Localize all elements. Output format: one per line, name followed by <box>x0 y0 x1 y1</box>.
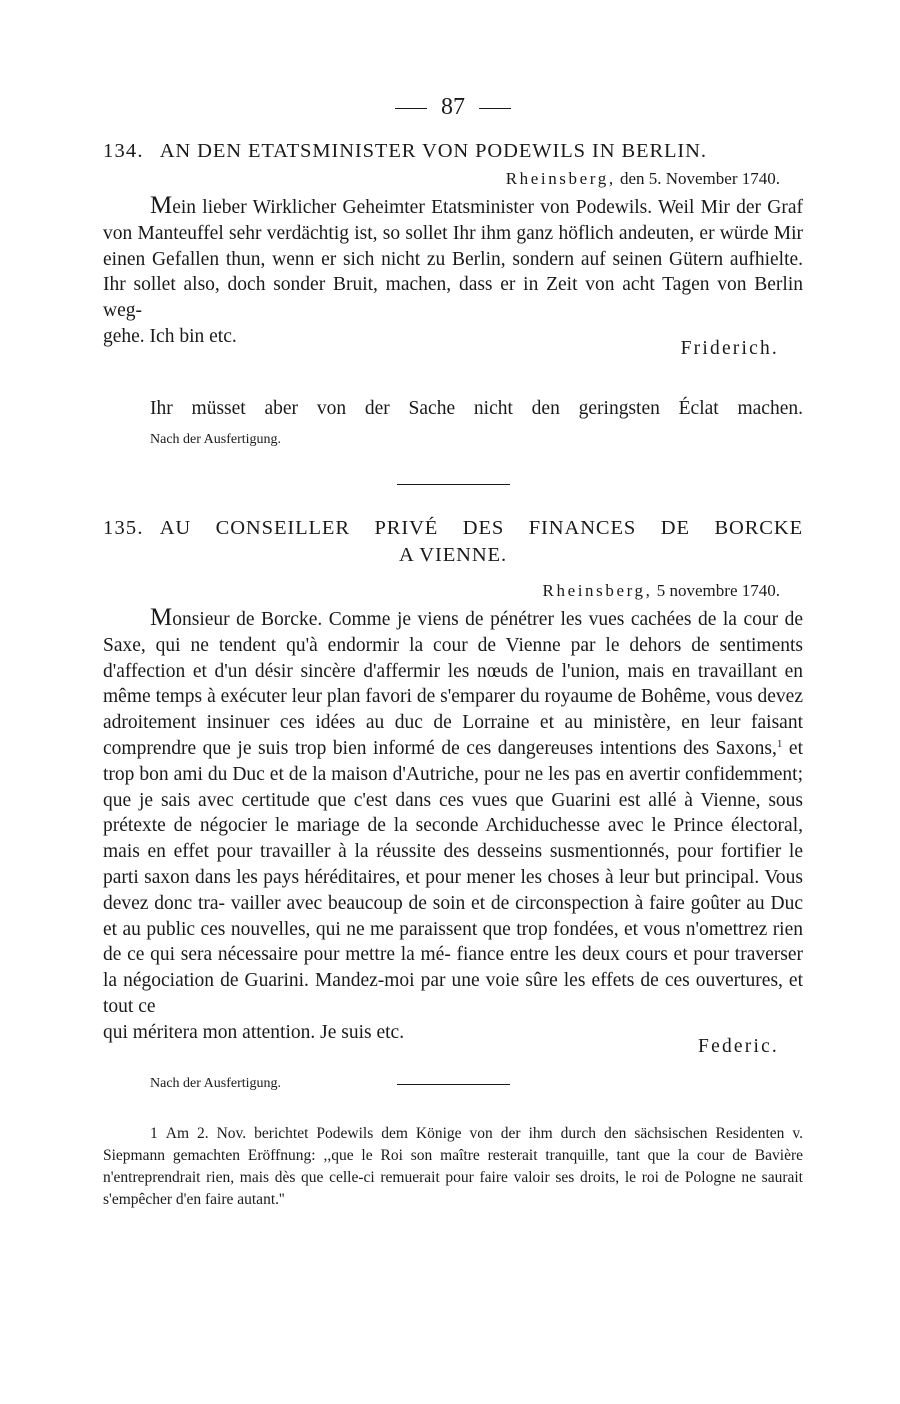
footnote-reference[interactable]: 1 <box>776 737 783 750</box>
letter-135-source: Nach der Ausfertigung. <box>150 1075 282 1091</box>
letter-134-line: höflich andeuten, er würde Mir einen Gefallen thun, wenn er sich nicht <box>103 222 804 270</box>
letter-135-line: de la cour de Saxe, qui ne tendent qu'à endormir la cour de Vienne <box>103 608 803 656</box>
footnote-divider <box>397 1084 510 1085</box>
letter-135-signature: Federic. <box>698 1035 779 1057</box>
letter-134-title: AN DEN ETATSMINISTER VON PODEWILS IN BERLIN. <box>159 140 707 162</box>
letter-135-line: Mandez-moi par une voie sûre les effets de ces ouvertures, et tout ce <box>103 970 804 1017</box>
letter-134-number: 134. <box>103 140 144 162</box>
page-number <box>103 92 803 122</box>
letter-134-date-place: Rheinsberg, <box>505 169 616 188</box>
letter-135-line: adroitement insinuer ces idées au duc de Lorraine et au ministère, en <box>103 712 700 734</box>
letter-135-line-fn-after: et trop bon ami du Duc et de la maison <box>103 737 804 785</box>
letter-135-line: onsieur de Borcke. Comme je viens de pénétrer les vues cachées <box>172 608 692 630</box>
letter-135-number: 135. <box>103 516 144 539</box>
letter-135-line: et pour mener les choses à leur but principal. Vous devez donc tra- <box>103 866 804 914</box>
letter-135-initial: M <box>150 603 173 631</box>
letter-135-line: leur faisant comprendre que je suis trop bien informé de ces dangereuses <box>103 712 804 759</box>
letter-134-line: zu Berlin, sondern auf seinen Gütern aufhielte. Ihr sollet also, doch <box>103 248 804 296</box>
letter-135-line: par le dehors de sentiments d'affection et d'un désir sincère d'affermir <box>103 634 803 682</box>
letter-135-line: Duc et au public ces nouvelles, qui ne me paraissent que trop fondées, <box>103 892 803 940</box>
letter-135-closing: qui méritera mon attention. Je suis etc. <box>103 1021 405 1043</box>
letter-135-line: certitude que c'est dans ces vues que Guarini est allé à Vienne, sous <box>241 789 803 811</box>
section-divider <box>397 484 510 485</box>
letter-135-line: vailler avec beaucoup de soin et de circonspection à faire goûter au <box>230 892 765 914</box>
letter-134-closing-row <box>103 325 803 376</box>
letter-134-line: Mir der Graf von Manteuffel sehr verdächtig ist, so sollet Ihr ihm ganz <box>103 197 804 244</box>
letter-135-heading <box>103 515 803 542</box>
letter-135-line: les nœuds de l'union, mais en travaillant en même temps à exécuter <box>103 660 804 708</box>
letter-134-initial: M <box>150 192 173 219</box>
letter-135-line: fiance entre les deux cours et pour traverser la négociation de Guarini. <box>103 944 803 992</box>
letter-135-body <box>103 605 803 1020</box>
letter-134-source: Nach der Ausfertigung. <box>150 431 282 447</box>
letter-135-title-line1: AU CONSEILLER PRIVÉ DES FINANCES DE BORCKE <box>159 516 803 539</box>
letter-135-line: Prince électoral, mais en effet pour travailler à la réussite des desseins <box>103 815 804 863</box>
letter-134-date: den 5. November 1740. <box>619 169 780 188</box>
footnote <box>103 1123 803 1211</box>
page-number-dash-left <box>395 108 427 109</box>
letter-134-line: ein lieber Wirklicher Geheimter Etatsminister von Podewils. Weil <box>172 197 695 218</box>
letter-135-title-line2: A VIENNE. <box>399 543 507 566</box>
page-number-value: 87 <box>441 94 465 120</box>
letter-135-date-place: Rheinsberg, <box>542 580 653 600</box>
letter-135-line: d'Autriche, pour ne les pas en avertir confidemment; que je sais avec <box>103 763 804 811</box>
letter-134-signature: Friderich. <box>680 337 779 359</box>
page-number-dash-right <box>479 108 511 109</box>
footnote-mark: 1 <box>150 1124 158 1142</box>
letter-134-heading <box>103 138 803 165</box>
letter-135-dateline <box>103 579 803 602</box>
letter-135-line: leur plan favori de s'emparer du royaume de Bohême, vous devez <box>291 686 803 708</box>
letter-135-line: susmentionnés, pour fortifier le parti saxon dans les pays héréditaires, <box>103 841 804 888</box>
letter-135-closing-row <box>103 1021 803 1072</box>
letter-134-postscript: Ihr müsset aber von der Sache nicht den geringsten Éclat machen. <box>150 397 803 419</box>
letter-135-line: prétexte de négocier le mariage de la seconde Archiduchesse avec le <box>103 815 666 837</box>
letter-134-line: sonder Bruit, machen, dass er in Zeit von acht Tagen von Berlin weg- <box>103 274 804 322</box>
letter-134-closing: gehe. Ich bin etc. <box>103 325 237 347</box>
letter-135-line: et vous n'omettrez rien de ce qui sera nécessaire pour mettre la mé- <box>103 918 804 966</box>
letter-135-line-fn-before: intentions des Saxons, <box>599 737 777 759</box>
letter-134-dateline <box>103 167 803 190</box>
letter-134-body <box>103 193 803 324</box>
letter-135-date: 5 novembre 1740. <box>656 580 780 600</box>
document-page <box>103 92 803 1211</box>
footnote-text: Am 2. Nov. berichtet Podewils dem Könige von der ihm durch den sächsischen Residenten v. Siepmann gemachten Eröffnung: ,,que le Roi son maître resterait tranquille, tant que la cour de Bavière n'entreprendrait rien, mais dès que celle-ci remuerait pour faire valoir ses droits, le roi de Pologne ne saurait s'empêcher d'en faire autant.'' <box>103 1124 803 1208</box>
